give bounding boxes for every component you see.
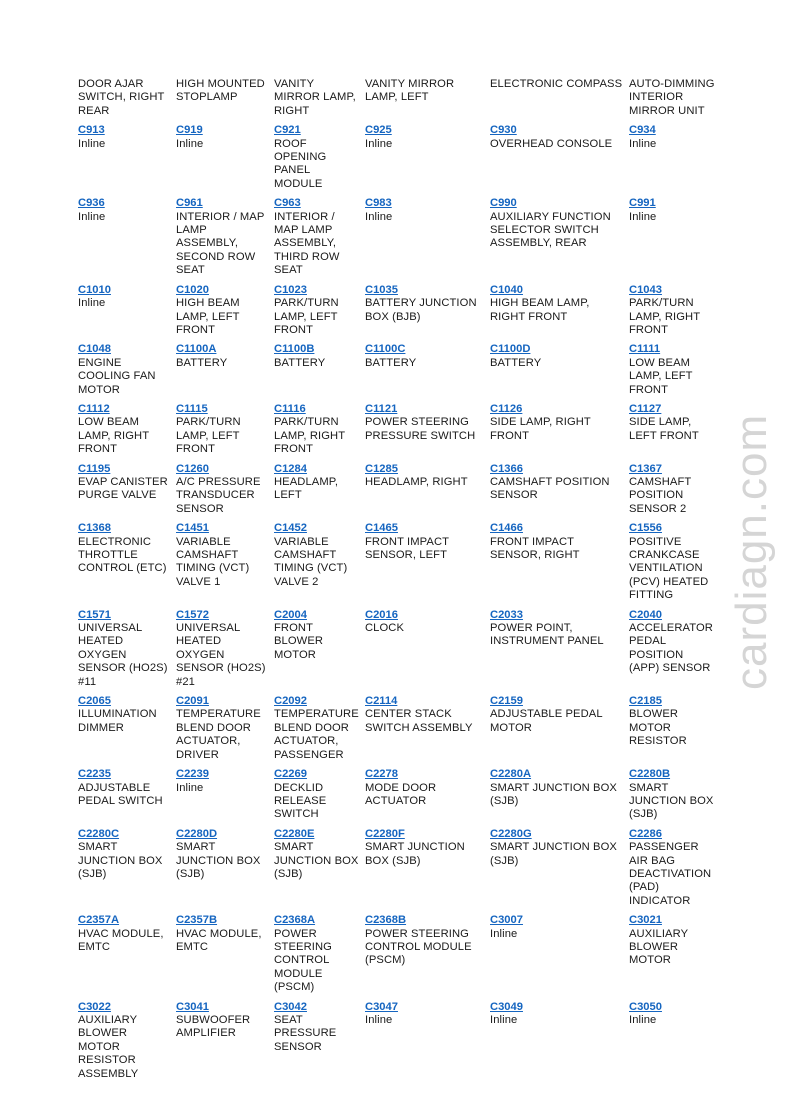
connector-code-link[interactable]: C2280E [274,827,315,840]
table-cell [274,77,365,124]
connector-description: HEADLAMP, LEFT [274,475,339,502]
connector-description: UNIVERSAL HEATED OXYGEN SENSOR (HO2S) #21 [176,622,266,688]
table-cell [274,522,365,608]
connector-description: HIGH BEAM LAMP, LEFT FRONT [176,297,240,336]
connector-description: Inline [78,137,106,150]
connector-code-link[interactable]: C919 [176,124,203,137]
table-cell [78,197,176,283]
connector-code-link[interactable]: C1367 [629,462,662,475]
connector-code-link[interactable]: C1452 [274,522,307,535]
table-cell [176,695,274,768]
connector-code-link[interactable]: C1035 [365,283,398,296]
connector-description: LOW BEAM LAMP, LEFT FRONT [629,356,693,396]
table-cell [274,1001,365,1087]
connector-code-link[interactable]: C1048 [78,343,111,356]
connector-code-link[interactable]: C1010 [78,283,111,296]
connector-description: Inline [365,1014,393,1026]
connector-description: SEAT PRESSURE SENSOR [274,1014,337,1053]
table-cell [629,695,724,768]
connector-code-link[interactable]: C2278 [365,768,398,781]
connector-description: Inline [629,137,657,150]
connector-code-link[interactable]: C2092 [274,695,307,708]
connector-description: LOW BEAM LAMP, RIGHT FRONT [78,416,150,456]
connector-description: VANITY MIRROR LAMP, RIGHT [274,78,356,117]
connector-description: Inline [365,137,393,150]
connector-table [78,77,724,1087]
connector-description: AUTO-DIMMING INTERIOR MIRROR UNIT [629,78,715,117]
connector-description: BATTERY JUNCTION BOX (BJB) [365,297,477,323]
connector-description: Inline [78,297,106,310]
connector-description: BLOWER MOTOR RESISTOR [629,708,687,748]
table-cell [490,284,629,344]
connector-description: TEMPERATURE BLEND DOOR ACTUATOR, DRIVER [176,708,261,761]
connector-description: SUBWOOFER AMPLIFIER [176,1014,251,1040]
table-cell [176,768,274,828]
table-cell [176,403,274,463]
connector-description: SMART JUNCTION BOX (SJB) [490,781,617,807]
connector-code-link[interactable]: C936 [78,197,105,210]
connector-code-link[interactable]: C1465 [365,522,398,535]
connector-description: Inline [365,210,393,223]
connector-code-link[interactable]: C3049 [490,1000,523,1013]
connector-code-link[interactable]: C1127 [629,402,662,415]
table-cell [490,403,629,463]
table-cell [365,403,490,463]
connector-code-link[interactable]: C2065 [78,695,111,708]
table-cell [490,463,629,523]
connector-description: SMART JUNCTION BOX (SJB) [274,841,359,880]
connector-code-link[interactable]: C2033 [490,608,523,621]
connector-code-link[interactable]: C3021 [629,914,662,927]
table-cell [274,609,365,695]
connector-code-link[interactable]: C1284 [274,462,307,475]
connector-code-link[interactable]: C930 [490,124,517,137]
connector-code-link[interactable]: C2280B [629,768,671,781]
connector-code-link[interactable]: C961 [176,197,203,210]
connector-code-link[interactable]: C1115 [176,402,208,415]
connector-description: HEADLAMP, RIGHT [365,475,468,488]
connector-description: POWER STEERING CONTROL MODULE (PSCM) [365,927,472,967]
connector-description: ADJUSTABLE PEDAL SWITCH [78,781,163,807]
connector-code-link[interactable]: C2040 [629,608,662,621]
table-cell [490,124,629,197]
connector-code-link[interactable]: C1466 [490,522,523,535]
connector-description: BATTERY [365,356,417,369]
connector-description: POWER POINT, INSTRUMENT PANEL [490,622,604,648]
connector-code-link[interactable]: C2269 [274,768,307,781]
table-cell [176,463,274,523]
connector-description: ADJUSTABLE PEDAL MOTOR [490,708,603,734]
connector-code-link[interactable]: C1100C [365,343,406,356]
connector-code-link[interactable]: C921 [274,124,301,137]
table-cell [629,609,724,695]
table-cell [629,284,724,344]
table-cell [629,463,724,523]
connector-description: OVERHEAD CONSOLE [490,137,613,150]
connector-code-link[interactable]: C1285 [365,462,398,475]
connector-code-link[interactable]: C1111 [629,343,661,356]
connector-code-link[interactable]: C1126 [490,402,523,415]
connector-code-link[interactable]: C2016 [365,608,398,621]
connector-code-link[interactable]: C1100B [274,343,315,356]
connector-code-link[interactable]: C3050 [629,1000,662,1013]
table-cell [629,522,724,608]
connector-description: POSITIVE CRANKCASE VENTILATION (PCV) HEATED FITTING [629,535,709,602]
connector-code-link[interactable]: C990 [490,197,517,210]
connector-description: PARK/TURN LAMP, LEFT FRONT [274,297,339,336]
connector-code-link[interactable]: C2280G [490,827,532,840]
table-cell [274,403,365,463]
table-cell [78,914,176,1000]
table-cell [176,609,274,695]
connector-code-link[interactable]: C1571 [78,608,111,621]
connector-description: ACCELERATOR PEDAL POSITION (APP) SENSOR [629,622,713,675]
connector-code-link[interactable]: C1572 [176,608,209,621]
connector-description: AUXILIARY BLOWER MOTOR RESISTOR ASSEMBLY [78,1014,139,1080]
table-cell [365,197,490,283]
connector-code-link[interactable]: C1195 [78,462,111,475]
connector-description: Inline [176,781,204,794]
table-cell [490,522,629,608]
connector-description: SMART JUNCTION BOX (SJB) [176,841,261,880]
connector-code-link[interactable]: C1043 [629,283,662,296]
table-cell [176,522,274,608]
table-cell [365,77,490,124]
table-cell [490,695,629,768]
connector-code-link[interactable]: C925 [365,124,392,137]
connector-description: POWER STEERING CONTROL MODULE (PSCM) [274,927,332,994]
table-cell [78,463,176,523]
connector-code-link[interactable]: C2235 [78,768,111,781]
connector-code-link[interactable]: C2280F [365,827,405,840]
connector-description: SIDE LAMP, RIGHT FRONT [490,416,591,442]
connector-code-link[interactable]: C2091 [176,695,209,708]
table-cell [78,343,176,403]
table-cell [274,197,365,283]
watermark-text: cardiagn.com [727,413,776,690]
table-cell [274,828,365,914]
table-cell [78,77,176,124]
connector-description: DOOR AJAR SWITCH, RIGHT REAR [78,78,165,117]
connector-code-link[interactable]: C934 [629,124,656,137]
connector-description: Inline [490,1014,518,1026]
connector-description: VANITY MIRROR LAMP, LEFT [365,78,455,104]
table-cell [629,124,724,197]
connector-description: AUXILIARY BLOWER MOTOR [629,927,689,967]
connector-description: FRONT IMPACT SENSOR, RIGHT [490,535,580,561]
table-cell [365,124,490,197]
connector-code-link[interactable]: C2185 [629,695,662,708]
connector-description: VARIABLE CAMSHAFT TIMING (VCT) VALVE 1 [176,535,250,588]
connector-description: POWER STEERING PRESSURE SWITCH [365,416,476,442]
connector-description: SIDE LAMP, LEFT FRONT [629,416,699,442]
table-cell [274,284,365,344]
table-cell [78,828,176,914]
table-cell [490,768,629,828]
table-cell [490,77,629,124]
connector-description: PARK/TURN LAMP, RIGHT FRONT [274,416,346,456]
connector-description: INTERIOR / MAP LAMP ASSEMBLY, SECOND ROW SEAT [176,210,265,277]
connector-description: CLOCK [365,622,405,635]
connector-description: Inline [629,210,657,223]
connector-description: ELECTRONIC COMPASS [490,78,623,90]
connector-description: VARIABLE CAMSHAFT TIMING (VCT) VALVE 2 [274,535,348,588]
connector-code-link[interactable]: C3047 [365,1000,398,1013]
table-cell [78,609,176,695]
connector-code-link[interactable]: C963 [274,197,301,210]
connector-description: TEMPERATURE BLEND DOOR ACTUATOR, PASSENGER [274,708,359,761]
connector-description: MODE DOOR ACTUATOR [365,781,437,807]
connector-description: Inline [176,137,204,150]
connector-description: Inline [78,210,106,223]
connector-code-link[interactable]: C1100A [176,343,217,356]
table-cell [176,828,274,914]
table-cell [629,1001,724,1087]
connector-code-link[interactable]: C2357A [78,914,120,927]
connector-code-link[interactable]: C2114 [365,695,398,708]
connector-code-link[interactable]: C2280C [78,827,120,840]
table-cell [365,343,490,403]
connector-code-link[interactable]: C1112 [78,402,110,415]
table-cell [78,695,176,768]
connector-description: FRONT IMPACT SENSOR, LEFT [365,535,450,561]
connector-description: DECKLID RELEASE SWITCH [274,781,327,821]
table-cell [365,828,490,914]
connector-code-link[interactable]: C991 [629,197,656,210]
table-cell [490,343,629,403]
connector-description: HIGH BEAM LAMP, RIGHT FRONT [490,297,590,323]
table-cell [274,768,365,828]
connector-code-link[interactable]: C3041 [176,1000,209,1013]
connector-description: PARK/TURN LAMP, LEFT FRONT [176,416,241,456]
table-cell [78,768,176,828]
table-cell [365,463,490,523]
connector-code-link[interactable]: C2280A [490,768,532,781]
table-cell [274,695,365,768]
connector-code-link[interactable]: C2280D [176,827,218,840]
connector-code-link[interactable]: C1100D [490,343,531,356]
table-cell [78,1001,176,1087]
table-cell [490,609,629,695]
table-cell [629,197,724,283]
connector-description: Inline [629,1014,657,1026]
table-cell [176,197,274,283]
connector-description: EVAP CANISTER PURGE VALVE [78,475,168,502]
connector-code-link[interactable]: C1121 [365,402,398,415]
connector-description: HIGH MOUNTED STOPLAMP [176,78,265,104]
connector-code-link[interactable]: C1366 [490,462,523,475]
table-cell [78,522,176,608]
table-cell [176,1001,274,1087]
table-cell [629,828,724,914]
connector-code-link[interactable]: C1368 [78,522,111,535]
table-cell [78,124,176,197]
table-cell [629,343,724,403]
connector-code-link[interactable]: C2004 [274,608,307,621]
table-cell [490,197,629,283]
table-cell [365,284,490,344]
connector-description: PASSENGER AIR BAG DEACTIVATION (PAD) INDICATOR [629,841,712,907]
connector-code-link[interactable]: C983 [365,197,392,210]
connector-description: BATTERY [176,356,228,369]
table-cell [274,463,365,523]
connector-description: SMART JUNCTION BOX (SJB) [78,841,163,880]
connector-code-link[interactable]: C913 [78,124,105,137]
connector-description: BATTERY [490,356,542,369]
table-cell [490,1001,629,1087]
connector-description: HVAC MODULE, EMTC [78,927,164,953]
connector-code-link[interactable]: C3022 [78,1000,111,1013]
table-cell [629,914,724,1000]
table-cell [176,284,274,344]
connector-description: CAMSHAFT POSITION SENSOR [490,475,610,502]
table-cell [629,77,724,124]
table-cell [274,914,365,1000]
connector-code-link[interactable]: C2286 [629,827,662,840]
connector-description: UNIVERSAL HEATED OXYGEN SENSOR (HO2S) #11 [78,622,168,688]
connector-code-link[interactable]: C2239 [176,768,209,781]
connector-description: PARK/TURN LAMP, RIGHT FRONT [629,297,701,336]
connector-description: A/C PRESSURE TRANSDUCER SENSOR [176,475,261,515]
table-cell [365,1001,490,1087]
table-cell [629,403,724,463]
connector-description: ENGINE COOLING FAN MOTOR [78,356,156,396]
connector-code-link[interactable]: C2368A [274,914,316,927]
table-cell [176,343,274,403]
table-cell [490,914,629,1000]
connector-description: SMART JUNCTION BOX (SJB) [365,841,465,867]
table-cell [78,403,176,463]
table-cell [176,124,274,197]
table-cell [629,768,724,828]
connector-description: HVAC MODULE, EMTC [176,927,262,953]
connector-description: SMART JUNCTION BOX (SJB) [629,781,714,821]
table-cell [176,914,274,1000]
connector-code-link[interactable]: C3042 [274,1000,307,1013]
table-cell [365,522,490,608]
table-cell [490,828,629,914]
connector-description: ILLUMINATION DIMMER [78,708,157,734]
connector-code-link[interactable]: C3007 [490,914,523,927]
connector-description: BATTERY [274,356,326,369]
table-cell [365,695,490,768]
table-cell [274,343,365,403]
connector-code-link[interactable]: C2159 [490,695,523,708]
connector-code-link[interactable]: C2368B [365,914,407,927]
connector-code-link[interactable]: C1260 [176,462,209,475]
table-cell [365,914,490,1000]
connector-description: CAMSHAFT POSITION SENSOR 2 [629,475,692,515]
connector-code-link[interactable]: C1556 [629,522,662,535]
connector-description: ELECTRONIC THROTTLE CONTROL (ETC) [78,535,167,575]
table-cell [176,77,274,124]
table-cell [365,768,490,828]
connector-description: SMART JUNCTION BOX (SJB) [490,841,617,867]
connector-description: INTERIOR / MAP LAMP ASSEMBLY, THIRD ROW SEAT [274,210,340,277]
connector-description: FRONT BLOWER MOTOR [274,622,324,661]
connector-description: Inline [490,927,518,940]
table-cell [78,284,176,344]
connector-code-link[interactable]: C1023 [274,283,307,296]
table-cell [365,609,490,695]
connector-description: ROOF OPENING PANEL MODULE [274,137,327,190]
connector-code-link[interactable]: C1040 [490,283,523,296]
connector-code-link[interactable]: C1020 [176,283,209,296]
table-cell [274,124,365,197]
connector-code-link[interactable]: C1116 [274,402,306,415]
connector-description: CENTER STACK SWITCH ASSEMBLY [365,708,473,734]
connector-description: AUXILIARY FUNCTION SELECTOR SWITCH ASSEMBLY, REAR [490,210,611,250]
connector-code-link[interactable]: C1451 [176,522,209,535]
connector-code-link[interactable]: C2357B [176,914,218,927]
